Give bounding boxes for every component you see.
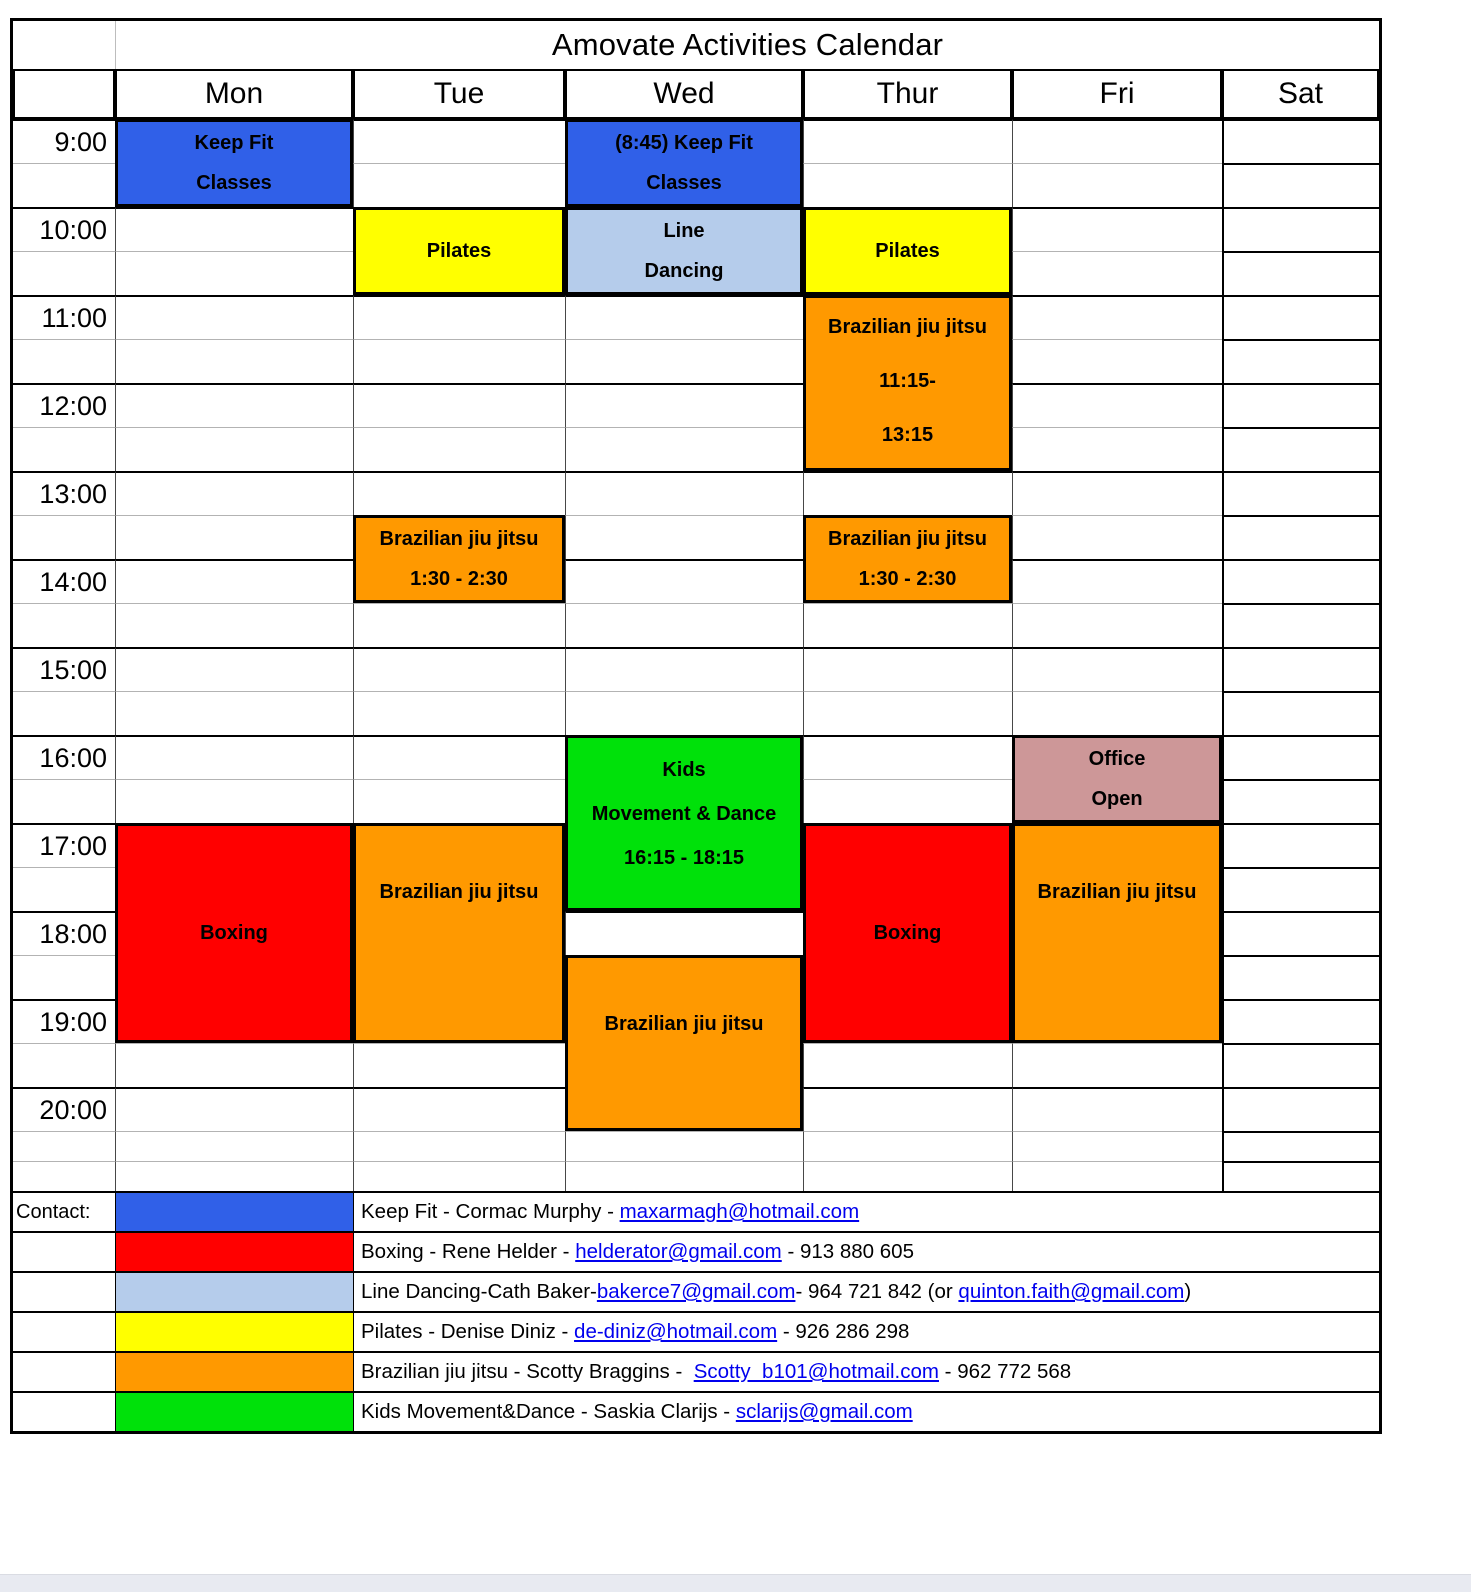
grid-cell: [353, 779, 565, 823]
email-link[interactable]: maxarmagh@hotmail.com: [619, 1200, 860, 1223]
event-bjj-wed-evening: [565, 955, 803, 1131]
event-line: Brazilian jiu jitsu: [604, 1013, 764, 1035]
contact-label-cell: [13, 1231, 115, 1271]
grid-cell: [1012, 207, 1222, 251]
grid-cell: [1222, 823, 1379, 867]
contact-text-segment: Boxing - Rene Helder -: [361, 1240, 576, 1263]
event-line: Pilates: [426, 240, 492, 262]
grid-cell: [803, 1131, 1012, 1161]
event-line: 11:15-: [879, 370, 936, 392]
contact-text-segment: Line Dancing-Cath Baker-: [361, 1280, 597, 1303]
grid-cell: [1012, 1131, 1222, 1161]
time-label: 16:00: [13, 735, 115, 779]
legend-swatch-boxing: [115, 1231, 353, 1271]
grid-cell: [115, 339, 353, 383]
grid-cell: [1012, 515, 1222, 559]
grid-cell: [353, 1161, 565, 1191]
grid-cell: [1222, 251, 1379, 295]
grid-cell: [353, 735, 565, 779]
grid-cell: [353, 119, 565, 163]
contact-label-cell: [13, 1311, 115, 1351]
grid-cell: [1012, 603, 1222, 647]
contact-text-segment: Kids Movement&Dance - Saskia Clarijs -: [361, 1400, 736, 1423]
grid-cell: [353, 647, 565, 691]
grid-cell: [353, 471, 565, 515]
event-line: Boxing: [873, 922, 942, 944]
grid-cell: [803, 603, 1012, 647]
grid-cell: [115, 735, 353, 779]
grid-cell: [1222, 647, 1379, 691]
event-office-open-fri: [1012, 735, 1222, 823]
grid-cell: [13, 251, 115, 295]
grid-cell: [565, 559, 803, 603]
event-pilates-thur: [803, 207, 1012, 295]
event-line: 1:30 - 2:30: [858, 568, 957, 590]
calendar-title: Amovate Activities Calendar: [115, 21, 1379, 69]
event-bjj-fri-evening: [1012, 823, 1222, 1043]
event-line: Brazilian jiu jitsu: [379, 881, 539, 903]
email-link[interactable]: quinton.faith@gmail.com: [958, 1280, 1185, 1303]
time-label: 13:00: [13, 471, 115, 515]
event-line: 13:15: [881, 424, 934, 446]
grid-cell: [1012, 1043, 1222, 1087]
day-header-wed: Wed: [565, 69, 803, 119]
event-line: 1:30 - 2:30: [410, 568, 508, 590]
grid-cell: [803, 119, 1012, 163]
grid-cell: [1222, 119, 1379, 163]
event-keep-fit-wed: [565, 119, 803, 207]
event-line: Dancing: [644, 260, 724, 282]
grid-cell: [353, 1131, 565, 1161]
event-line: Brazilian jiu jitsu: [1037, 881, 1197, 903]
grid-cell: [1222, 559, 1379, 603]
grid-cell: [565, 691, 803, 735]
grid-cell: [565, 383, 803, 427]
contact-text-segment: Brazilian jiu jitsu - Scotty Braggins -: [361, 1360, 694, 1383]
grid-cell: [565, 1161, 803, 1191]
grid-cell: [1012, 163, 1222, 207]
email-link[interactable]: de-diniz@hotmail.com: [574, 1320, 778, 1343]
grid-cell: [1222, 1087, 1379, 1131]
time-label: 12:00: [13, 383, 115, 427]
legend-swatch-kids: [115, 1391, 353, 1431]
contact-row-text: [353, 1391, 1379, 1431]
grid-cell: [115, 691, 353, 735]
grid-cell: [565, 427, 803, 471]
grid-cell: [353, 427, 565, 471]
grid-cell: [565, 911, 803, 955]
grid-cell: [1222, 471, 1379, 515]
day-header-fri: Fri: [1012, 69, 1222, 119]
time-label: 9:00: [13, 119, 115, 163]
event-line: Boxing: [200, 922, 268, 944]
event-line: Brazilian jiu jitsu: [828, 316, 987, 338]
email-link[interactable]: Scotty_b101@hotmail.com: [693, 1360, 939, 1383]
event-line: (8:45) Keep Fit: [615, 132, 753, 154]
grid-cell: [565, 603, 803, 647]
grid-cell: [1012, 427, 1222, 471]
event-boxing-mon: [115, 823, 353, 1043]
grid-cell: [353, 603, 565, 647]
grid-cell: [1222, 1043, 1379, 1087]
event-line-dancing-wed: [565, 207, 803, 295]
grid-cell: [115, 383, 353, 427]
grid-cell: [1222, 427, 1379, 471]
grid-cell: [353, 163, 565, 207]
grid-cell: [1012, 383, 1222, 427]
grid-cell: [1222, 911, 1379, 955]
grid-cell: [803, 647, 1012, 691]
contact-text-segment: - 926 286 298: [777, 1320, 910, 1343]
grid-cell: [1222, 779, 1379, 823]
event-line: Line: [663, 220, 705, 242]
grid-cell: [13, 955, 115, 999]
event-line: Classes: [196, 172, 272, 194]
grid-cell: [565, 647, 803, 691]
grid-cell: [1012, 559, 1222, 603]
event-line: Pilates: [875, 240, 940, 262]
grid-cell: [115, 1087, 353, 1131]
grid-cell: [1222, 955, 1379, 999]
grid-cell: [565, 515, 803, 559]
grid-cell: [115, 251, 353, 295]
activities-calendar-table: [10, 18, 1382, 1434]
grid-cell: [803, 1087, 1012, 1131]
grid-cell: [1222, 1131, 1379, 1161]
event-line: Movement & Dance: [591, 803, 777, 825]
grid-cell: [1012, 251, 1222, 295]
event-keep-fit-mon: [115, 119, 353, 207]
event-bjj-thur-midday: [803, 295, 1012, 471]
grid-cell: [803, 1043, 1012, 1087]
grid-cell: [1222, 999, 1379, 1043]
contact-row-text: [353, 1311, 1379, 1351]
day-header-sat: Sat: [1222, 69, 1379, 119]
grid-cell: [803, 779, 1012, 823]
grid-cell: [803, 691, 1012, 735]
contact-text-segment: - 962 772 568: [938, 1360, 1072, 1383]
header-row-corner-cell: [13, 69, 115, 119]
grid-cell: [13, 779, 115, 823]
day-header-tue: Tue: [353, 69, 565, 119]
grid-cell: [565, 471, 803, 515]
time-label: 15:00: [13, 647, 115, 691]
grid-cell: [353, 1043, 565, 1087]
grid-cell: [13, 1161, 115, 1191]
grid-cell: [803, 1161, 1012, 1191]
grid-cell: [1012, 1161, 1222, 1191]
event-line: Open: [1091, 788, 1143, 810]
grid-cell: [1222, 603, 1379, 647]
legend-swatch-pilates: [115, 1311, 353, 1351]
time-label: 11:00: [13, 295, 115, 339]
grid-cell: [115, 471, 353, 515]
contact-label-cell: [13, 1271, 115, 1311]
grid-cell: [565, 1131, 803, 1161]
grid-cell: [115, 603, 353, 647]
legend-swatch-bjj: [115, 1351, 353, 1391]
time-label: 14:00: [13, 559, 115, 603]
grid-cell: [1222, 207, 1379, 251]
contact-label-cell: Contact:: [13, 1191, 115, 1231]
grid-cell: [115, 515, 353, 559]
grid-cell: [13, 603, 115, 647]
grid-cell: [353, 1087, 565, 1131]
grid-cell: [115, 427, 353, 471]
grid-cell: [1012, 339, 1222, 383]
legend-swatch-keepfit: [115, 1191, 353, 1231]
grid-cell: [1222, 691, 1379, 735]
grid-cell: [115, 207, 353, 251]
grid-cell: [13, 515, 115, 559]
grid-cell: [115, 779, 353, 823]
grid-cell: [115, 1131, 353, 1161]
grid-cell: [1222, 1161, 1379, 1191]
event-pilates-tue: [353, 207, 565, 295]
event-line: Keep Fit: [194, 132, 274, 154]
grid-cell: [115, 295, 353, 339]
event-line: 16:15 - 18:15: [623, 847, 745, 869]
event-bjj-tue-afternoon: [353, 515, 565, 603]
grid-cell: [353, 383, 565, 427]
email-link[interactable]: helderator@gmail.com: [575, 1240, 782, 1263]
grid-cell: [353, 295, 565, 339]
event-line: Brazilian jiu jitsu: [828, 528, 987, 550]
time-label: 20:00: [13, 1087, 115, 1131]
event-boxing-thur: [803, 823, 1012, 1043]
grid-cell: [1012, 471, 1222, 515]
email-link[interactable]: bakerce7@gmail.com: [596, 1280, 796, 1303]
contact-text-segment: Pilates - Denise Diniz -: [361, 1320, 575, 1343]
grid-cell: [13, 1043, 115, 1087]
grid-cell: [13, 867, 115, 911]
contact-row-text: [353, 1191, 1379, 1231]
grid-cell: [1222, 339, 1379, 383]
grid-cell: [353, 339, 565, 383]
grid-cell: [1012, 691, 1222, 735]
grid-cell: [115, 1043, 353, 1087]
grid-cell: [1012, 295, 1222, 339]
grid-cell: [803, 163, 1012, 207]
grid-cell: [115, 1161, 353, 1191]
day-header-thur: Thur: [803, 69, 1012, 119]
event-line: Kids: [662, 759, 706, 781]
grid-cell: [1012, 647, 1222, 691]
event-kids-movement-dance-wed: [565, 735, 803, 911]
title-row-corner-cell: [13, 21, 115, 69]
grid-cell: [565, 295, 803, 339]
time-label: 18:00: [13, 911, 115, 955]
contact-label-cell: [13, 1351, 115, 1391]
event-bjj-tue-evening: [353, 823, 565, 1043]
contact-row-text: [353, 1351, 1379, 1391]
grid-cell: [803, 735, 1012, 779]
grid-cell: [13, 339, 115, 383]
event-line: Office: [1088, 748, 1146, 770]
grid-cell: [1222, 295, 1379, 339]
time-label: 17:00: [13, 823, 115, 867]
event-bjj-thur-afternoon: [803, 515, 1012, 603]
event-line: Classes: [646, 172, 722, 194]
grid-cell: [13, 691, 115, 735]
email-link[interactable]: sclarijs@gmail.com: [735, 1400, 913, 1423]
legend-swatch-linedancing: [115, 1271, 353, 1311]
time-label: 10:00: [13, 207, 115, 251]
contact-row-text: [353, 1231, 1379, 1271]
event-line: Brazilian jiu jitsu: [379, 528, 539, 550]
day-header-mon: Mon: [115, 69, 353, 119]
grid-cell: [1222, 515, 1379, 559]
grid-cell: [13, 163, 115, 207]
contact-row-text: [353, 1271, 1379, 1311]
grid-cell: [115, 647, 353, 691]
grid-cell: [1222, 383, 1379, 427]
viewer-bottom-bar: [0, 1574, 1471, 1592]
grid-cell: [803, 471, 1012, 515]
grid-cell: [13, 427, 115, 471]
grid-cell: [1012, 119, 1222, 163]
contact-text-segment: ): [1184, 1280, 1192, 1303]
grid-cell: [1222, 735, 1379, 779]
contact-text-segment: - 964 721 842 (or: [795, 1280, 959, 1303]
contact-label-cell: [13, 1391, 115, 1431]
contact-text-segment: Keep Fit - Cormac Murphy -: [361, 1200, 620, 1223]
grid-cell: [565, 339, 803, 383]
grid-cell: [13, 1131, 115, 1161]
contact-text-segment: - 913 880 605: [781, 1240, 914, 1263]
grid-cell: [115, 559, 353, 603]
grid-cell: [353, 691, 565, 735]
time-label: 19:00: [13, 999, 115, 1043]
grid-cell: [1222, 163, 1379, 207]
grid-cell: [1222, 867, 1379, 911]
grid-cell: [1012, 1087, 1222, 1131]
